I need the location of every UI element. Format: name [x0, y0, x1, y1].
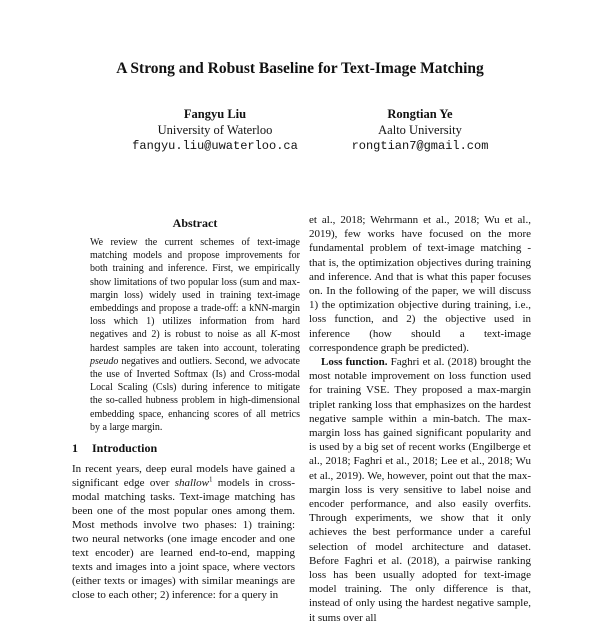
author-email: rongtian7@gmail.com	[351, 139, 489, 153]
footnote-marker: 1	[208, 475, 213, 484]
author-affiliation: Aalto University	[378, 123, 462, 137]
paper-title: A Strong and Robust Baseline for Text-Image Matching	[116, 60, 484, 77]
abstract-text: We review the current schemes of text-image matching models and propose improvements for both training and inference. First, we empirically show limitations of two popular loss (sum and max-margin loss) widely used in training text-image embeddings and propose a trade-off: a kNN-margin loss which 1) utilizes information from hard negatives and 2) is robust to noise as all K-most hardest samples are taken into account, tolerating pseudo negatives and outliers. Second, we advocate the use of Inverted Softmax (Is) and Cross-modal Local Scaling (Csls) during inference to mitigate the so-called hubness problem in high-dimensional embedding space, enhancing scores of all metrics by a large margin.	[90, 237, 300, 433]
section-title: Introduction	[92, 441, 158, 455]
right-column-text	[309, 213, 531, 625]
author-name: Fangyu Liu	[183, 107, 247, 121]
section-number: 1	[72, 441, 78, 455]
section-heading-introduction	[72, 441, 302, 456]
author-email: fangyu.liu@uwaterloo.ca	[132, 139, 298, 153]
author-affiliation: University of Waterloo	[157, 123, 273, 137]
paragraph-title: Loss function.	[321, 356, 388, 369]
author-block	[95, 106, 335, 154]
introduction-text: In recent years, deep eural models have gained a significant edge over shallow$^1$ models in cross-modal matching tasks. Text-image matching has been one of the most popular ones among them. Most methods involve two phases: 1) training: two neural networks (one image encoder and one text encoder) are learned end-to-end, mapping texts and images into a joint space, where vectors (either texts or images) with similar meanings are close to each other; 2) inference: for a query in	[72, 463, 295, 601]
paragraph-loss-function: Loss function. Faghri et al. (2018) brought the most notable improvement on loss function used for training VSE. They proposed a max-margin triplet ranking loss that emphasizes on the hardest negative sample within a min-batch. The max-margin loss has gained significant popularity and is used by a big set of recent works (Engilberge et al., 2018; Faghri et al., 2018; Lee et al., 2018; Wu et al., 2019). We, however, point out that the max-margin loss is very sensitive to label noise and encoder performance, and also easily overfits. Through experiments, we show that it only achieves the best performance under a careful selection of model architecture and dataset. Before Faghri et al. (2018), a pairwise ranking loss has been usually adopted for text-image model training. The only difference is that, instead of only using the hardest negative sample, it sums over all	[309, 356, 531, 624]
paragraph: et al., 2018; Wehrmann et al., 2018; Wu et al., 2019), few works have focused on the more fundamental problem of text-image matching - that is, the optimization objectives during training and inference. And that is what this paper focuses on. In the following of the paper, we will discuss 1) the optimization objective during training, i.e., loss function, and 2) the objective used in inference (how should a text-image correspondence graph be predicted).	[309, 214, 531, 354]
author-name: Rongtian Ye	[387, 107, 453, 121]
abstract-heading: Abstract	[172, 216, 218, 230]
author-block	[300, 106, 540, 154]
